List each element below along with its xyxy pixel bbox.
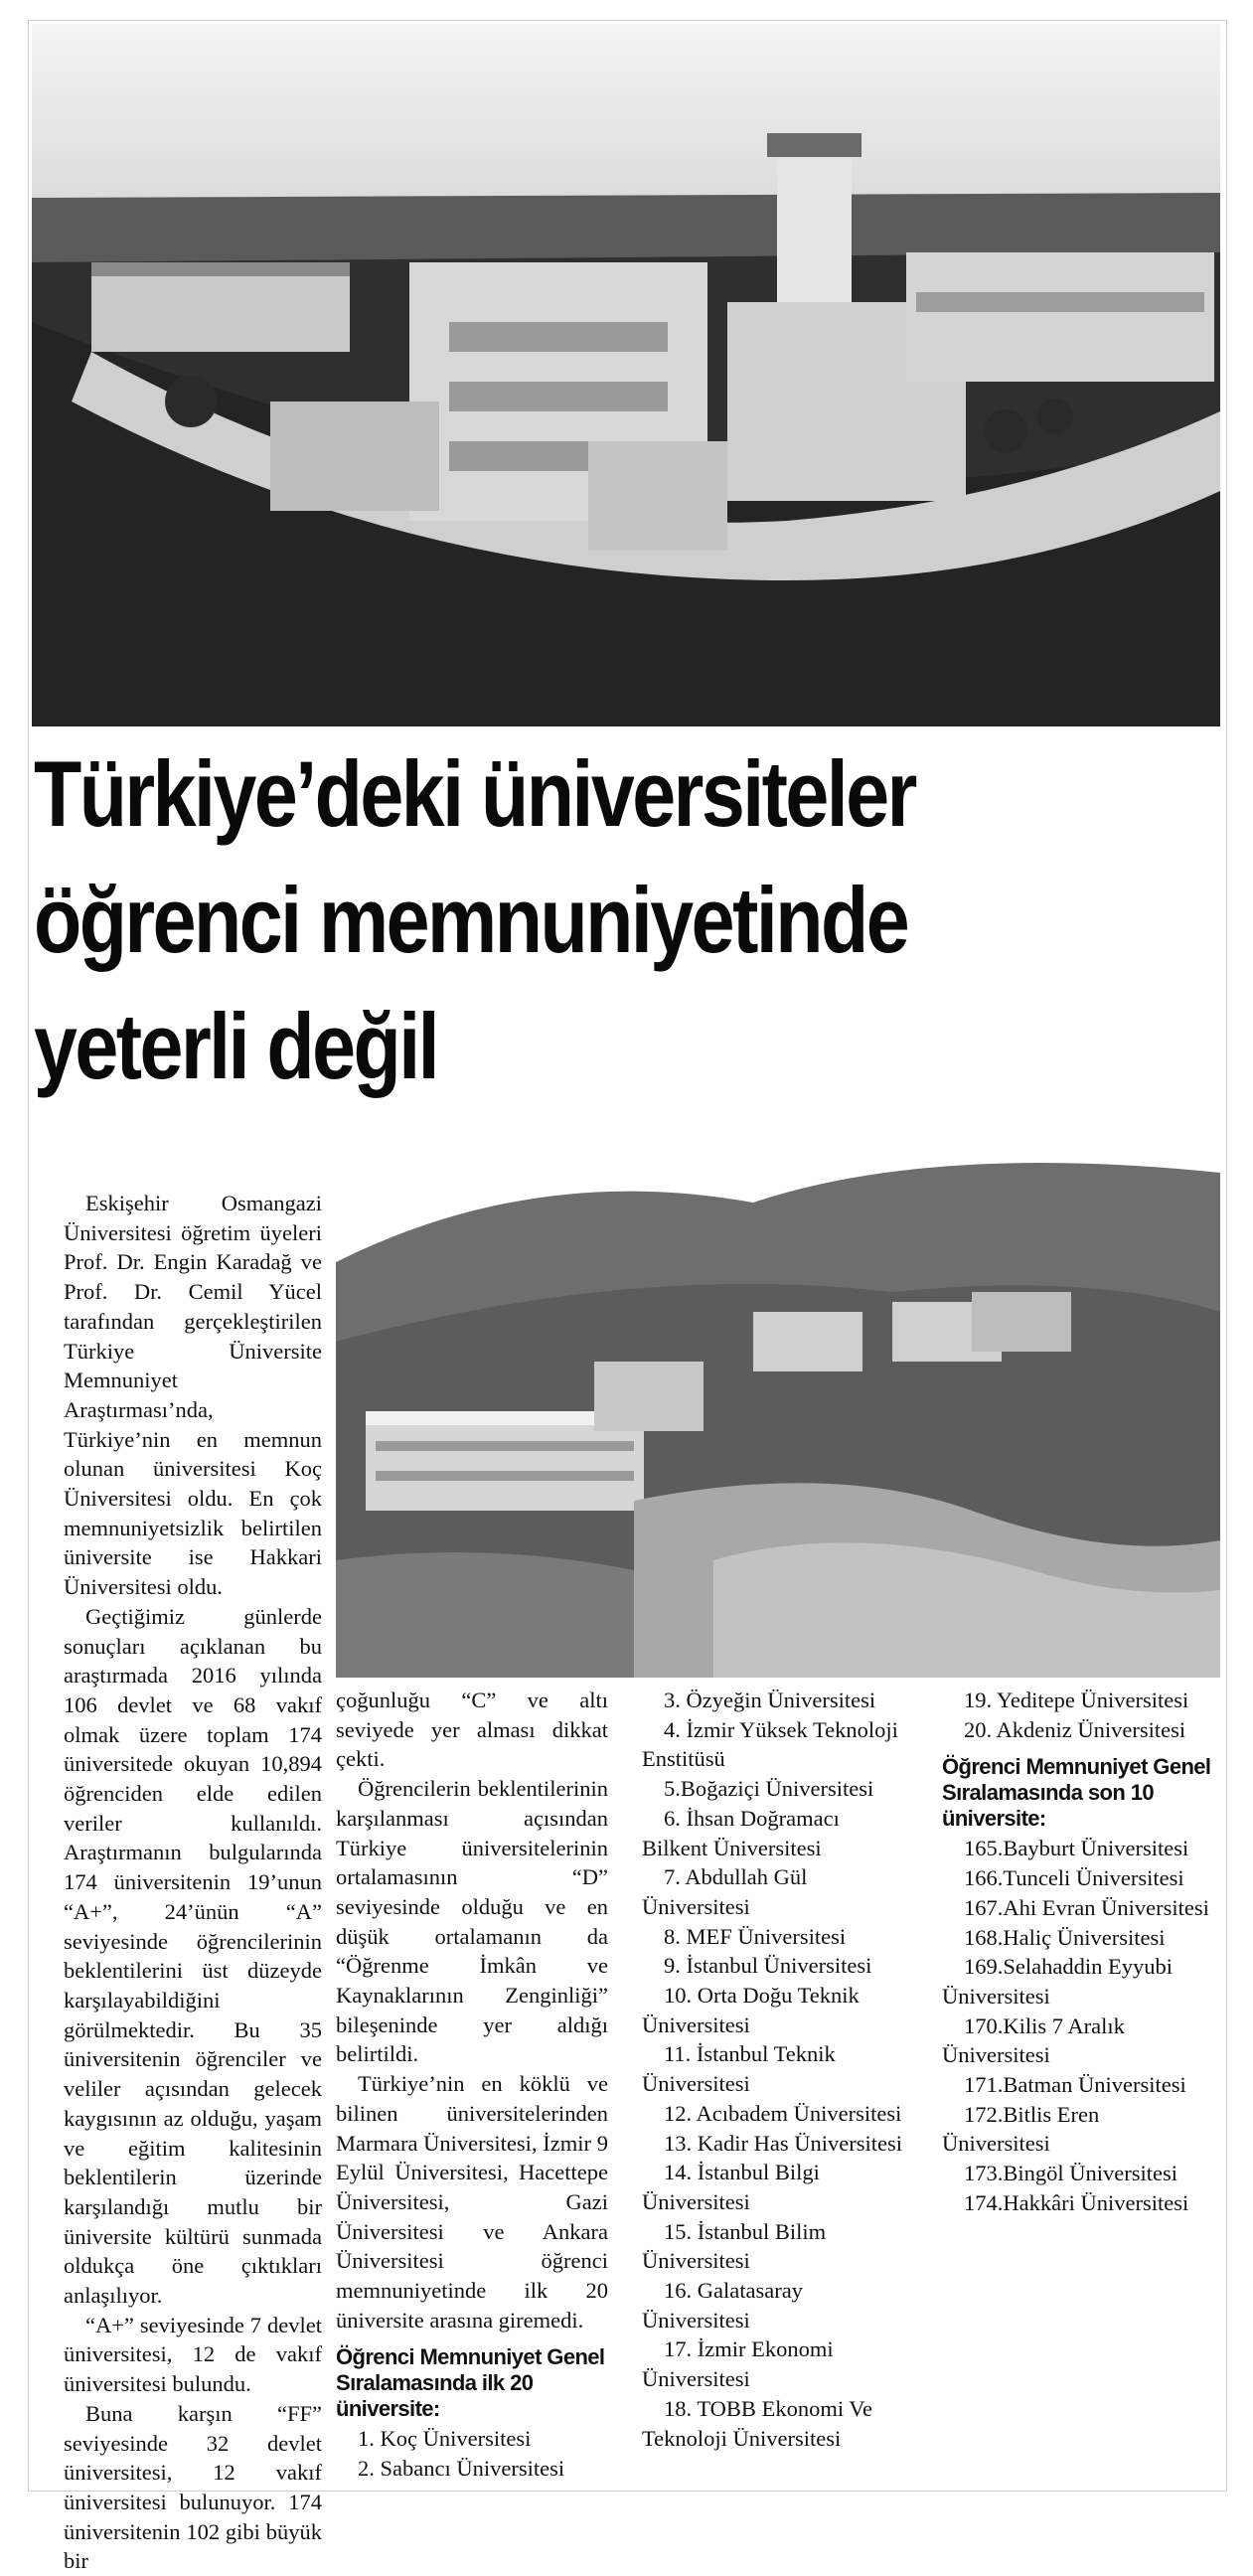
headline-line-1: Türkiye’deki üniversiteler xyxy=(34,741,915,846)
list-item: 12. Acıbadem Üniversitesi xyxy=(664,2100,902,2126)
list-item: 19. Yeditepe Üniversitesi xyxy=(964,1688,1189,1712)
list-item: 18. TOBB Ekonomi Ve Teknoloji Üniversitesi xyxy=(642,2395,873,2451)
list-item: 9. İstanbul Üniversitesi xyxy=(664,1953,872,1979)
paragraph: Buna karşın “FF” seviyesinde 32 devlet üniversitesi, 12 vakıf üniversitesi bulunuyor. 174 üniversitenin 102 gibi büyük bir xyxy=(64,2400,322,2574)
top20-list-part-2 xyxy=(642,1686,902,2453)
top20-list-part-1 xyxy=(336,2424,608,2483)
headline-line-2: öğrenci memnuniyetinde xyxy=(34,868,908,972)
list-item: 7. Abdullah Gül Üniversitesi xyxy=(642,1864,808,1919)
list-item: 6. İhsan Doğramacı Bilkent Üniversitesi xyxy=(642,1805,840,1860)
paragraph: çoğunluğu “C” ve altı seviyede yer alması dikkat çekti. xyxy=(336,1688,608,1772)
paragraph: “A+” seviyesinde 7 devlet üniversitesi, 12 de vakıf üniversitesi bulundu. xyxy=(64,2312,322,2397)
article-column-3 xyxy=(642,1686,902,2453)
list-item: 172.Bitlis Eren Üniversitesi xyxy=(942,2101,1100,2157)
list-item: 171.Batman Üniversitesi xyxy=(964,2072,1186,2098)
campus-photo-construction xyxy=(336,1143,1220,1678)
list-item: 20. Akdeniz Üniversitesi xyxy=(964,1716,1186,1742)
list-item: 15. İstanbul Bilim Üniversitesi xyxy=(642,2218,827,2274)
list-item: 5.Boğaziçi Üniversitesi xyxy=(664,1776,874,1802)
campus-photo-top xyxy=(32,24,1220,726)
list-item: 169.Selahaddin Eyyubi Üniversitesi xyxy=(942,1954,1173,2009)
paragraph: Geçtiğimiz günlerde sonuçları açıklanan bu araştırmada 2016 yılında 106 devlet ve 68 vakıf olmak üzere toplam 174 üniversitede okuyan 10,894 öğrenciden elde edilen veriler kullanıldı. Araştırmanın bulgularında 174 üniversitenin 19’unun “A+”, 24’ünün “A” seviyesinde öğrencilerinin beklentilerini üst düzeyde karşılayabildiğini görülmektedir. Bu 35 üniversitenin öğrenciler ve veliler açısından gelecek kaygısının az olduğu, yaşam ve eğitim kalitesinin beklentilerin üzerinde karşılandığı mutlu bir üniversite kültürü sunmada oldukça öne çıktıkları anlaşılıyor. xyxy=(64,1603,322,2309)
list-item: 17. İzmir Ekonomi Üniversitesi xyxy=(642,2336,834,2392)
list-item: 168.Haliç Üniversitesi xyxy=(964,1924,1166,1950)
article-column-4 xyxy=(942,1686,1212,2218)
list-item: 170.Kilis 7 Aralık Üniversitesi xyxy=(942,2012,1125,2068)
list-item: 173.Bingöl Üniversitesi xyxy=(964,2161,1177,2186)
list-item: 165.Bayburt Üniversitesi xyxy=(964,1836,1189,1861)
list-item: 16. Galatasaray Üniversitesi xyxy=(642,2278,803,2333)
article-column-2 xyxy=(336,1686,608,2484)
headline-line-3: yeterli değil xyxy=(34,994,438,1098)
list-item: 13. Kadir Has Üniversitesi xyxy=(664,2130,902,2156)
list-item: 2. Sabancı Üniversitesi xyxy=(358,2456,565,2482)
list-item: 10. Orta Doğu Teknik Üniversitesi xyxy=(642,1983,860,2037)
paragraph: Eskişehir Osmangazi Üniversitesi öğretim üyeleri Prof. Dr. Engin Karadağ ve Prof. Dr. Cemil Yücel tarafından gerçekleştirilen Türkiye Üniversite Memnuniyet Araştırması’nda, Türkiye’nin en memnun olunan üniversitesi Koç Üniversitesi oldu. En çok memnuniyetsizlik belirtilen üniversite ise Hakkari Üniversitesi oldu. xyxy=(64,1191,322,1600)
top20-list-part-3 xyxy=(942,1686,1212,1744)
paragraph: Türkiye’nin en köklü ve bilinen üniversitelerinden Marmara Üniversitesi, İzmir 9 Eylül Üniversitesi, Hacettepe Üniversitesi, Gazi Üniversitesi ve Ankara Üniversitesi öğrenci memnuniyetinde ilk 20 üniversite arasına giremedi. xyxy=(336,2071,608,2333)
list-item: 166.Tunceli Üniversitesi xyxy=(964,1865,1184,1891)
paragraph: Öğrencilerin beklentilerinin karşılanması açısından Türkiye üniversitelerinin ortalamasının “D” seviyesinde olduğu ve en düşük ortalamanın da “Öğrenme İmkân ve Kaynaklarının Zenginliği” bileşeninde yer aldığı belirtildi. xyxy=(336,1776,608,2067)
list-item: 8. MEF Üniversitesi xyxy=(664,1923,847,1949)
list-item: 167.Ahi Evran Üniversitesi xyxy=(964,1894,1209,1920)
top20-heading: Öğrenci Memnuniyet Genel Sıralamasında ilk 20 üniversite: xyxy=(336,2344,605,2422)
list-item: 1. Koç Üniversitesi xyxy=(358,2426,532,2452)
bottom10-heading: Öğrenci Memnuniyet Genel Sıralamasında son 10 üniversite: xyxy=(942,1754,1211,1832)
list-item: 4. İzmir Yüksek Teknoloji Enstitüsü xyxy=(642,1716,898,1772)
article-column-1 xyxy=(64,1189,322,2576)
list-item: 3. Özyeğin Üniversitesi xyxy=(664,1688,876,1712)
bottom10-list xyxy=(942,1834,1212,2217)
headline xyxy=(34,730,1031,1109)
list-item: 174.Hakkâri Üniversitesi xyxy=(964,2189,1189,2215)
list-item: 14. İstanbul Bilgi Üniversitesi xyxy=(642,2160,820,2214)
list-item: 11. İstanbul Teknik Üniversitesi xyxy=(642,2041,836,2097)
